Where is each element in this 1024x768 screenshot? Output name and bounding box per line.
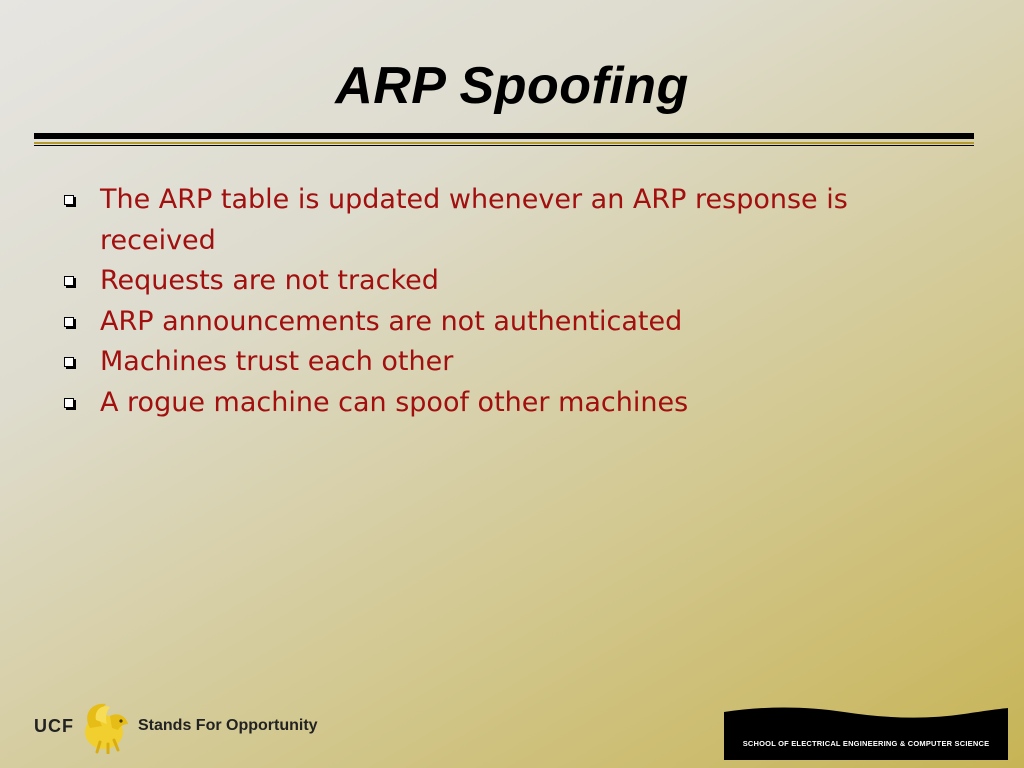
bullet-text: Requests are not tracked [100,265,439,296]
bullet-text: Machines trust each other [100,346,454,377]
tagline: Stands For Opportunity [138,717,318,734]
school-name: SCHOOL OF ELECTRICAL ENGINEERING & COMPUTER SCIENCE [742,739,990,748]
bullet-text: A rogue machine can spoof other machines [100,386,689,418]
bullet-item [62,180,962,261]
bullet-item [62,261,962,302]
title-divider-gold [34,142,974,144]
pegasus-icon [80,698,132,754]
square-bullet-icon [64,357,74,367]
ucf-footer-logo [34,698,318,754]
bullet-text: The ARP table is updated whenever an ARP response is received [100,184,848,256]
square-bullet-icon [64,317,74,327]
bullet-item [62,383,962,424]
slide-title: ARP Spoofing [335,57,689,115]
bullet-list [62,180,962,423]
square-bullet-icon [64,195,74,205]
school-banner [724,706,1008,760]
bullet-text: ARP announcements are not authenticated [100,305,683,337]
bullet-item [62,342,962,383]
title-divider-thick [34,133,974,139]
ucf-abbrev: UCF [34,715,74,736]
bullet-item [62,302,962,343]
wave-banner-shape [724,706,1008,760]
square-bullet-icon [64,398,74,408]
square-bullet-icon [64,276,74,286]
title-divider-thin [34,145,974,146]
